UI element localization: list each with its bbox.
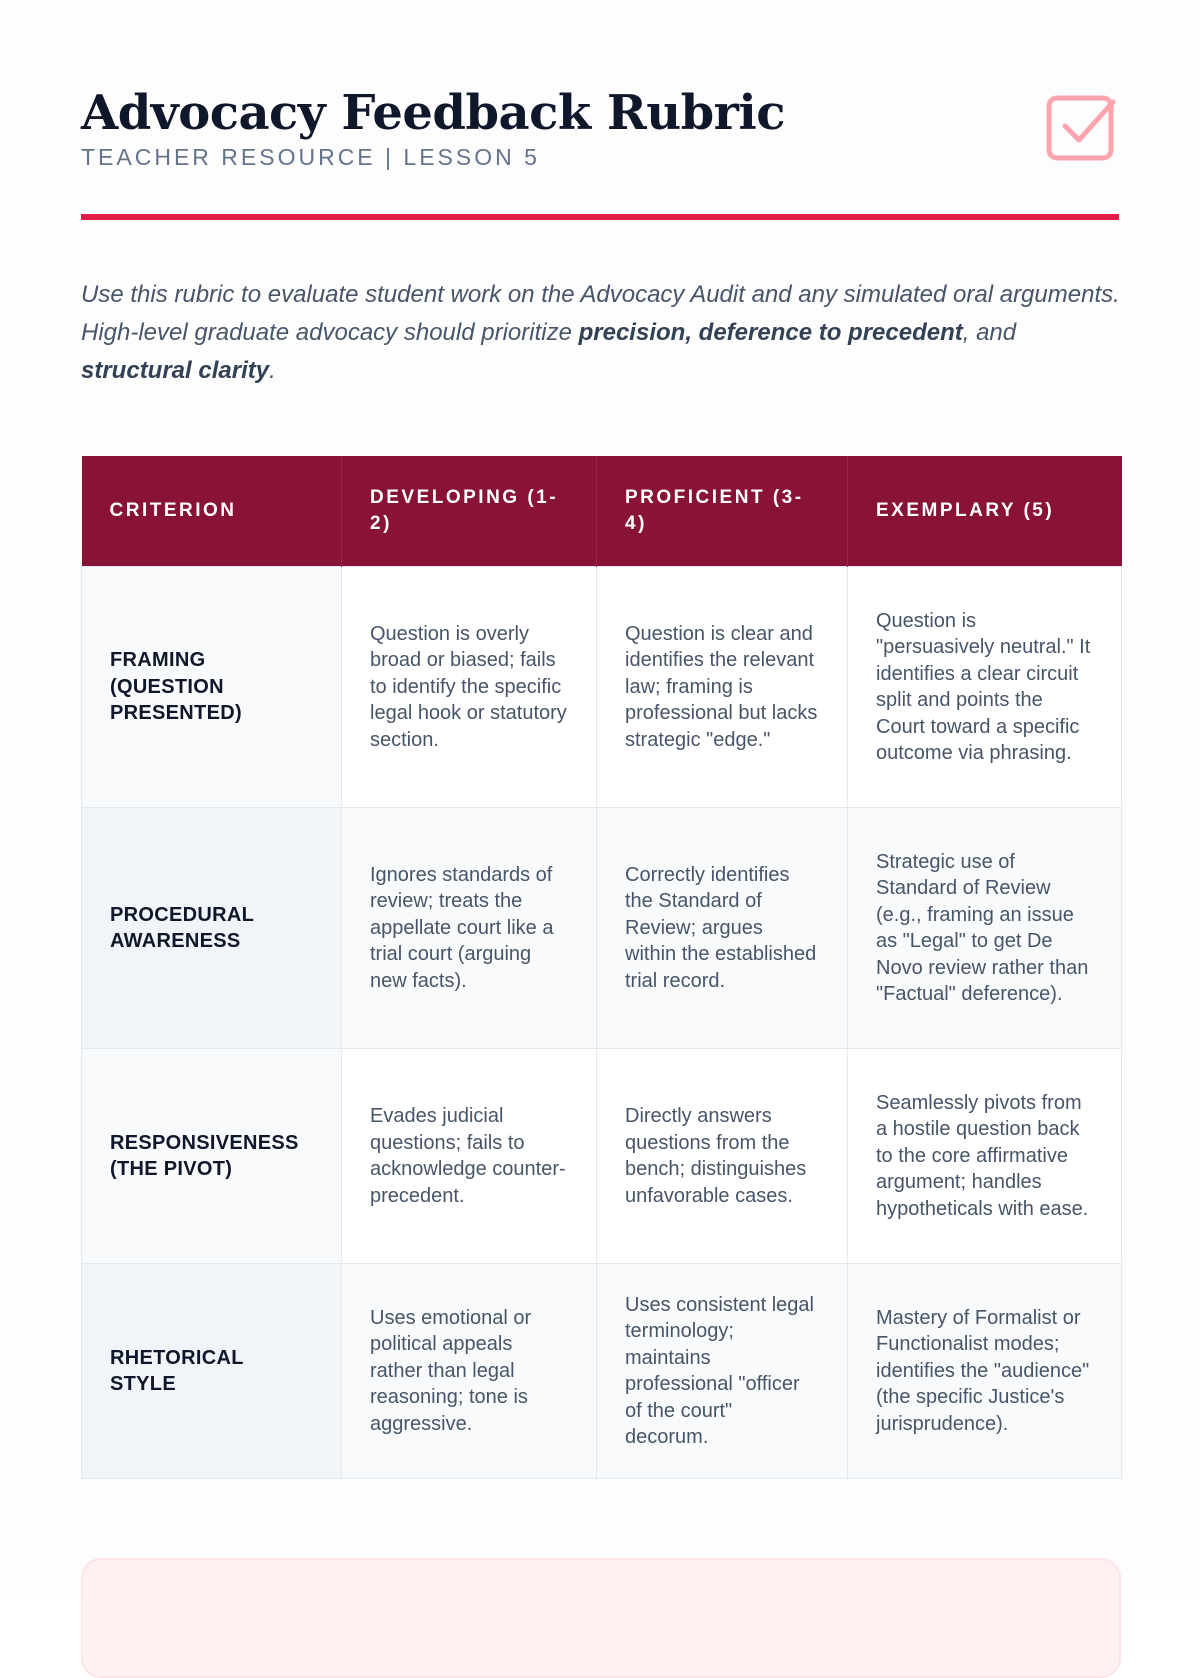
intro-emphasis-clarity: structural clarity	[81, 357, 270, 384]
intro-text: Use this rubric to evaluate student work on the Advocacy Audit and any simulated oral arguments. High-level graduate advocacy should prioritize	[81, 281, 1120, 346]
proficient-cell: Correctly identifies the Standard of Review; argues within the established trial record.	[597, 808, 848, 1049]
table-row	[82, 567, 1122, 808]
criterion-cell: RESPONSIVENESS (THE PIVOT)	[82, 1049, 342, 1264]
intro-paragraph	[81, 276, 1121, 390]
intro-end: .	[269, 357, 276, 384]
proficient-cell: Directly answers questions from the bench; distinguishes unfavorable cases.	[597, 1049, 848, 1264]
table-header-row	[82, 456, 1122, 567]
proficient-cell: Question is clear and identifies the relevant law; framing is professional but lacks strategic "edge."	[597, 567, 848, 808]
column-header-criterion: CRITERION	[82, 456, 342, 567]
exemplary-cell: Question is "persuasively neutral." It identifies a clear circuit split and points the Court toward a specific outcome via phrasing.	[848, 567, 1122, 808]
table-row	[82, 808, 1122, 1049]
developing-cell: Uses emotional or political appeals rather than legal reasoning; tone is aggressive.	[342, 1264, 597, 1479]
developing-cell: Question is overly broad or biased; fails to identify the specific legal hook or statutory section.	[342, 567, 597, 808]
exemplary-cell: Seamlessly pivots from a hostile question back to the core affirmative argument; handles hypotheticals with ease.	[848, 1049, 1122, 1264]
proficient-cell: Uses consistent legal terminology; maintains professional "officer of the court" decorum.	[597, 1264, 848, 1479]
table-row	[82, 1264, 1122, 1479]
developing-cell: Evades judicial questions; fails to acknowledge counter-precedent.	[342, 1049, 597, 1264]
developing-cell: Ignores standards of review; treats the appellate court like a trial court (arguing new facts).	[342, 808, 597, 1049]
column-header-exemplary: EXEMPLARY (5)	[848, 456, 1122, 567]
page-subtitle: TEACHER RESOURCE | LESSON 5	[81, 144, 540, 170]
note-box	[81, 1558, 1121, 1678]
intro-emphasis-deference: deference to precedent	[698, 319, 963, 346]
column-header-proficient: PROFICIENT (3-4)	[597, 456, 848, 567]
criterion-cell: PROCEDURAL AWARENESS	[82, 808, 342, 1049]
intro-separator: , and	[962, 319, 1017, 346]
rubric-table	[81, 456, 1122, 1479]
checkbox-checked-icon	[1045, 92, 1117, 164]
exemplary-cell: Strategic use of Standard of Review (e.g., framing an issue as "Legal" to get De Novo review rather than "Factual" deference).	[848, 808, 1122, 1049]
intro-separator: ,	[685, 319, 699, 346]
exemplary-cell: Mastery of Formalist or Functionalist modes; identifies the "audience" (the specific Justice's jurisprudence).	[848, 1264, 1122, 1479]
intro-emphasis-precision: precision	[578, 319, 686, 346]
table-row	[82, 1049, 1122, 1264]
criterion-cell: FRAMING (QUESTION PRESENTED)	[82, 567, 342, 808]
page-header	[81, 0, 1119, 220]
column-header-developing: DEVELOPING (1-2)	[342, 456, 597, 567]
criterion-cell: RHETORICAL STYLE	[82, 1264, 342, 1479]
page-title: Advocacy Feedback Rubric	[81, 85, 785, 141]
